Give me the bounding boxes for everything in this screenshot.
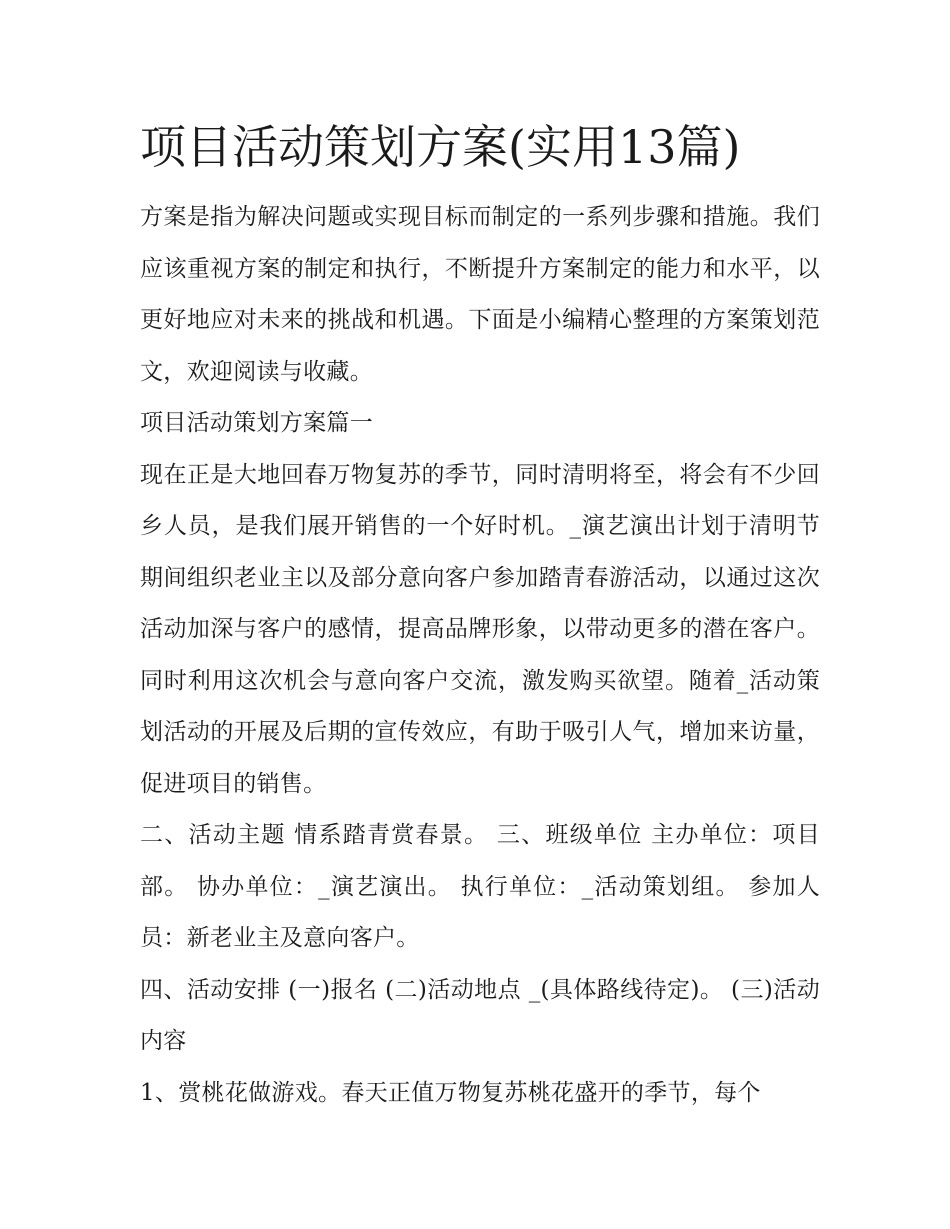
document-page bbox=[140, 112, 820, 1119]
body-paragraph: 四、活动安排 (一)报名 (二)活动地点 _(具体路线待定)。 (三)活动内容 bbox=[140, 976, 820, 1054]
body-paragraph: 1、赏桃花做游戏。春天正值万物复苏桃花盛开的季节，每个 bbox=[140, 1079, 761, 1106]
body-paragraph: 二、活动主题 情系踏青赏春景。 三、班级单位 主办单位：项目部。 协办单位：_演艺演出。 执行单位：_活动策划组。 参加人员：新老业主及意向客户。 bbox=[140, 822, 820, 951]
section-heading: 项目活动策划方案篇一 bbox=[140, 410, 373, 436]
document-title: 项目活动策划方案(实用13篇) bbox=[140, 120, 741, 174]
intro-paragraph: 方案是指为解决问题或实现目标而制定的一系列步骤和措施。我们应该重视方案的制定和执行，不断提升方案制定的能力和水平，以更好地应对未来的挑战和机遇。下面是小编精心整理的方案策划范文，欢迎阅读与收藏。 bbox=[140, 204, 820, 385]
body-paragraph: 现在正是大地回春万物复苏的季节，同时清明将至，将会有不少回乡人员，是我们展开销售的一个好时机。_演艺演出计划于清明节期间组织老业主以及部分意向客户参加踏青春游活动，以通过这次活动加深与客户的感情，提高品牌形象，以带动更多的潜在客户。同时利用这次机会与意向客户交流，激发购买欲望。随着_活动策划活动的开展及后期的宣传效应，有助于吸引人气，增加来访量，促进项目的销售。 bbox=[140, 461, 820, 797]
